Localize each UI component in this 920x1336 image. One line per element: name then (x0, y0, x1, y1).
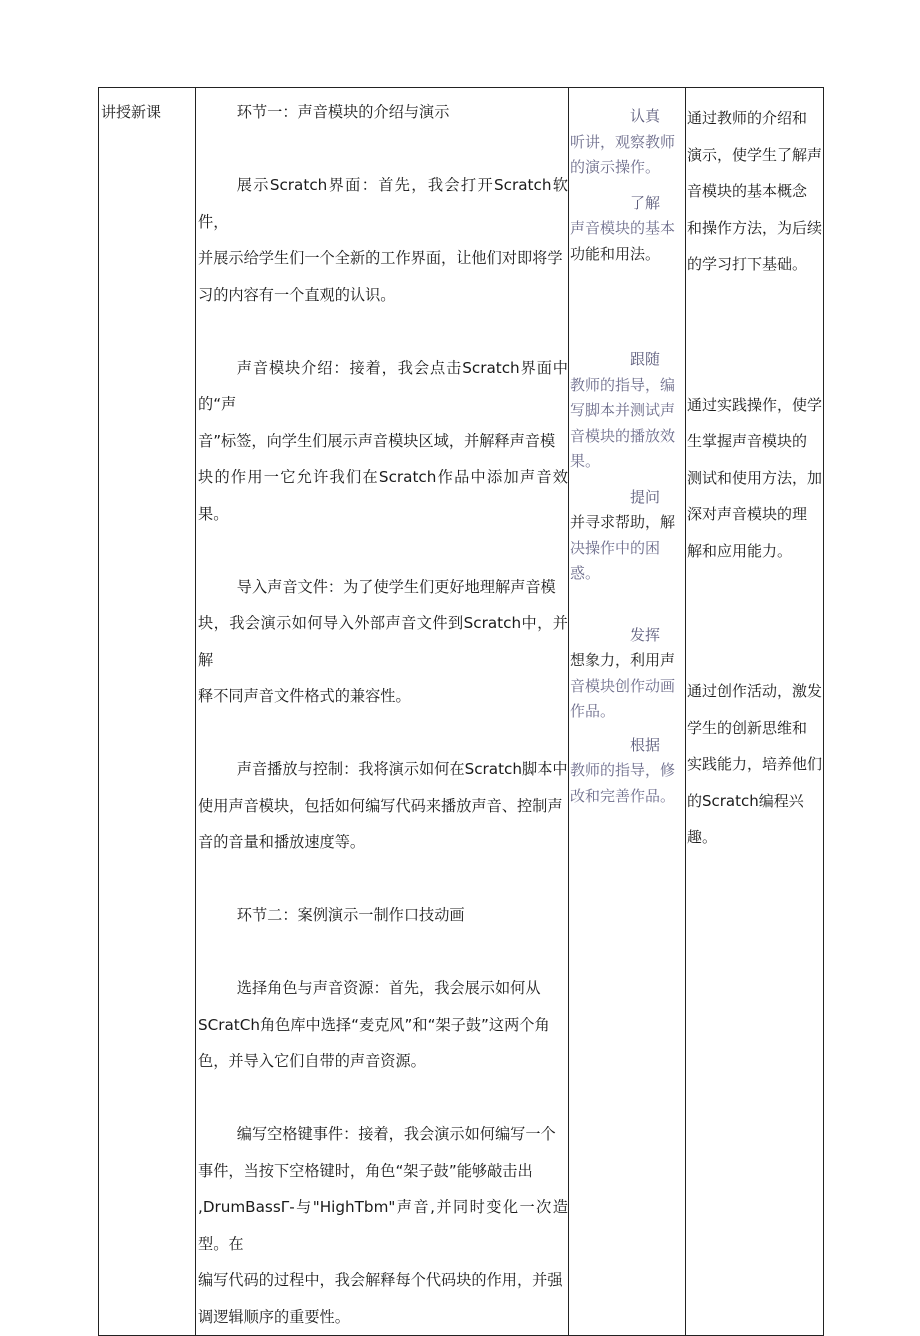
table-row (99, 88, 824, 1336)
student-lead: 认真 (630, 107, 661, 125)
spacer (198, 313, 568, 350)
spacer (198, 532, 568, 569)
student-line: 听讲，观察教师 的演示操作。 (570, 132, 676, 176)
paragraph-import-sound: 导入声音文件：为了使学生们更好地理解声音模 块，我会演示如何导入外部声音文件到Scratch中，并解 释不同声音文件格式的兼容性。 (198, 577, 568, 705)
teacher-activity-text (196, 88, 568, 1335)
spacer (198, 1080, 568, 1117)
spacer (198, 131, 568, 168)
student-line: 声音模块的基本 功能和用法。 (570, 219, 676, 263)
paragraph-stage1-title: 环节一：声音模块的介绍与演示 (236, 103, 450, 121)
teacher-activity-cell (196, 88, 569, 1336)
student-lead: 发挥 (630, 625, 661, 644)
paragraph-choose-sprites: 选择角色与声音资源：首先，我会展示如何从 SCratCh角色库中选择“麦克风”和“架子鼓”这两个角 色，并导入它们自带的声音资源。 (198, 979, 550, 1070)
paragraph-sound-playback: 声音播放与控制：我将演示如何在Scratch脚本中 使用声音模块，包括如何编写代码来播放声音、控制声 音的音量和播放速度等。 (198, 760, 568, 851)
student-lead: 了解 (630, 193, 661, 212)
student-lead: 跟随 (630, 350, 661, 368)
intent-block-2: 通过实践操作，使学 生掌握声音模块的 测试和使用方法，加 深对声音模块的理 解和应用能力。 (687, 395, 823, 560)
paragraph-sound-intro: 声音模块介绍：接着，我会点击Scratch界面中的“声 音”标签，向学生们展示声音模块区域，并解释声音模 块的作用一它允许我们在Scratch作品中添加声音效果。 (198, 358, 568, 523)
student-lead: 根据 (630, 735, 661, 754)
student-line: 想象力，利用声 音模块创作动画 作品。 (570, 651, 676, 720)
intent-block-3: 通过创作活动，激发 学生的创新思维和 实践能力，培养他们 的Scratch编程兴趣。 (687, 682, 823, 846)
student-line: 并寻求帮助，解 决操作中的困惑。 (570, 513, 676, 582)
student-activity-cell (569, 88, 686, 1336)
spacer (198, 934, 568, 971)
paragraph-space-key-event: 编写空格键事件：接着，我会演示如何编写一个 事件，当按下空格键时，角色“架子鼓”能够敲击出 ,DrumBassΓ-与"HighTbm"声音,并同时变化一次造型。在 编写代码的过程中，我会解释每个代码块的作用，并强 调逻辑顺序的重要性。 (198, 1125, 568, 1326)
lesson-plan-table (98, 87, 824, 1336)
paragraph-stage2-title: 环节二：案例演示一制作口技动画 (236, 906, 465, 924)
student-lead: 提问 (630, 487, 661, 506)
spacer (198, 715, 568, 752)
intent-block-1: 通过教师的介绍和 演示，使学生了解声 音模块的基本概念 和操作方法，为后续 的学习打下基础。 (687, 109, 823, 273)
design-intent-text (686, 88, 823, 856)
student-activity-text (569, 88, 685, 809)
design-intent-cell (686, 88, 824, 1336)
spacer (198, 861, 568, 898)
student-line: 教师的指导，修 改和完善作品。 (570, 761, 676, 805)
student-line: 教师的指导，编 写脚本并测试声 音模块的播放效 果。 (570, 375, 676, 470)
section-cell (99, 88, 196, 1336)
paragraph-show-interface: 展示Scratch界面：首先，我会打开Scratch软件， 并展示给学生们一个全新的工作界面，让他们对即将学 习的内容有一个直观的认识。 (198, 176, 568, 304)
section-label: 讲授新课 (101, 103, 162, 121)
